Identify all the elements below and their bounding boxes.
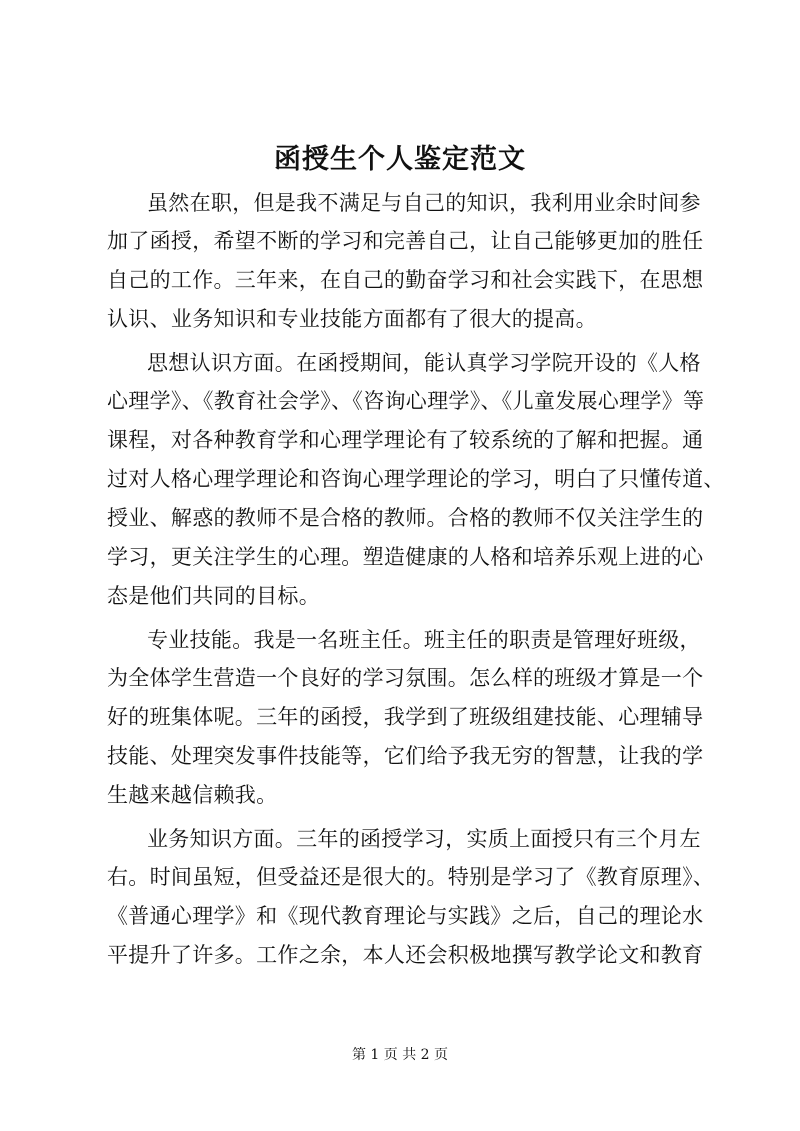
- paragraph-2-line-2: 心理学》、《教育社会学》、《咨询心理学》、《儿童发展心理学》等: [107, 389, 705, 413]
- paragraph-3-line-1: 专业技能。我是一名班主任。班主任的职责是管理好班级，: [147, 628, 701, 652]
- paragraph-4-line-2: 右。时间虽短，但受益还是很大的。特别是学习了《教育原理》、: [107, 865, 715, 889]
- paragraph-4-line-4: 平提升了许多。工作之余，本人还会积极地撰写教学论文和教育: [107, 943, 704, 967]
- paragraph-2-line-1: 思想认识方面。在函授期间，能认真学习学院开设的《人格: [147, 351, 701, 375]
- paragraph-3-line-5: 生越来越信赖我。: [107, 783, 278, 807]
- paragraph-4-line-1: 业务知识方面。三年的函授学习，实质上面授只有三个月左: [147, 827, 701, 851]
- paragraph-2-line-3: 课程，对各种教育学和心理学理论有了较系统的了解和把握。通: [107, 428, 704, 452]
- paragraph-2-line-7: 态是他们共同的目标。: [107, 584, 320, 608]
- page-number-footer: 第 1 页 共 2 页: [351, 1047, 449, 1063]
- paragraph-3-line-4: 技能、处理突发事件技能等，它们给予我无穷的智慧，让我的学: [107, 744, 704, 768]
- paragraph-2-line-4: 过对人格心理学理论和咨询心理学理论的学习，明白了只懂传道、: [107, 467, 725, 491]
- paragraph-1-line-2: 加了函授，希望不断的学习和完善自己，让自己能够更加的胜任: [107, 229, 704, 253]
- paragraph-3-line-3: 好的班集体呢。三年的函授，我学到了班级组建技能、心理辅导: [107, 705, 704, 729]
- paragraph-1-line-4: 认识、业务知识和专业技能方面都有了很大的提高。: [107, 307, 597, 331]
- document-title: 函授生个人鉴定范文: [274, 144, 526, 175]
- paragraph-3-line-2: 为全体学生营造一个良好的学习氛围。怎么样的班级才算是一个: [107, 666, 704, 690]
- paragraph-4-line-3: 《普通心理学》和《现代教育理论与实践》之后，自己的理论水: [107, 904, 704, 928]
- paragraph-2-line-5: 授业、解惑的教师不是合格的教师。合格的教师不仅关注学生的: [107, 506, 704, 530]
- paragraph-1-line-3: 自己的工作。三年来，在自己的勤奋学习和社会实践下，在思想: [107, 268, 704, 292]
- paragraph-2-line-6: 学习，更关注学生的心理。塑造健康的人格和培养乐观上进的心: [107, 545, 704, 569]
- paragraph-1-line-1: 虽然在职，但是我不满足与自己的知识，我利用业余时间参: [147, 191, 701, 215]
